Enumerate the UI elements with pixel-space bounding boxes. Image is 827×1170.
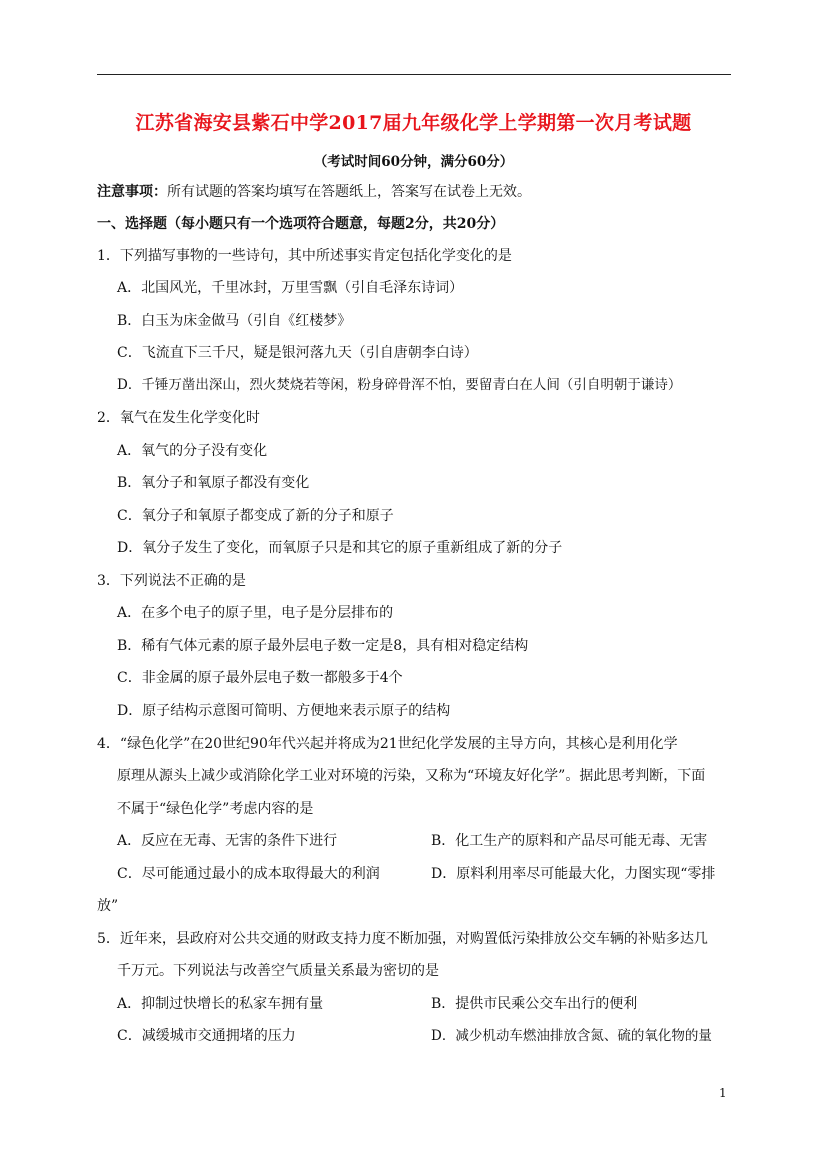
header-rule (97, 74, 731, 75)
question-4-option-d-continued: 放” (97, 898, 119, 914)
exam-title: 江苏省海安县紫石中学2017届九年级化学上学期第一次月考试题 (135, 112, 692, 134)
question-5-stem-line-2: 千万元。下列说法与改善空气质量关系最为密切的是 (117, 963, 439, 979)
question-3-option-b: B．稀有气体元素的原子最外层电子数一定是8，具有相对稳定结构 (117, 638, 529, 654)
question-4-stem-line-2: 原理从源头上减少或消除化学工业对环境的污染，又称为“环境友好化学”。据此思考判断，下面 (117, 768, 706, 784)
section-heading: 一、选择题（每小题只有一个选项符合题意，每题2分，共20分） (97, 216, 505, 232)
question-3-option-a: A．在多个电子的原子里，电子是分层排布的 (117, 605, 394, 621)
notice (97, 182, 531, 202)
question-1-option-d: D．千锤万凿出深山，烈火焚烧若等闲，粉身碎骨浑不怕，要留青白在人间（引自明朝于谦诗） (117, 377, 682, 393)
question-4-option-c: C．尽可能通过最小的成本取得最大的利润 (117, 866, 380, 882)
question-2-option-a: A．氧气的分子没有变化 (117, 443, 268, 459)
question-2-option-c: C．氧分子和氧原子都变成了新的分子和原子 (117, 508, 394, 524)
notice-text: 所有试题的答案均填写在答题纸上，答案写在试卷上无效。 (167, 184, 531, 200)
question-1-option-b: B．白玉为床金做马（引自《红楼梦》 (117, 313, 352, 329)
question-2-stem: 2．氧气在发生化学变化时 (97, 410, 260, 426)
page-number: 1 (719, 1086, 727, 1100)
question-3-option-c: C．非金属的原子最外层电子数一都般多于4个 (117, 670, 403, 686)
question-4-stem-line-3: 不属于“绿色化学”考虑内容的是 (117, 801, 314, 817)
notice-label: 注意事项： (97, 184, 167, 200)
question-5-option-a: A．抑制过快增长的私家车拥有量 (117, 996, 324, 1012)
question-4-stem-line-1: 4．“绿色化学”在20世纪90年代兴起并将成为21世纪化学发展的主导方向，其核心是利用化学 (97, 736, 678, 752)
question-5-option-d: D．减少机动车燃油排放含氮、硫的氧化物的量 (431, 1028, 712, 1044)
question-2-option-b: B．氧分子和氧原子都没有变化 (117, 475, 310, 491)
question-1-stem: 1．下列描写事物的一些诗句，其中所述事实肯定包括化学变化的是 (97, 248, 512, 264)
question-5-stem-line-1: 5．近年来，县政府对公共交通的财政支持力度不断加强，对购置低污染排放公交车辆的补贴多达几 (97, 931, 708, 947)
question-2-option-d: D．氧分子发生了变化，而氧原子只是和其它的原子重新组成了新的分子 (117, 540, 563, 556)
question-4-option-a: A．反应在无毒、无害的条件下进行 (117, 833, 338, 849)
exam-subtitle: （考试时间60分钟，满分60分） (313, 154, 514, 170)
question-4-option-d: D．原料利用率尽可能最大化，力图实现“零排 (431, 866, 716, 882)
question-3-stem: 3．下列说法不正确的是 (97, 573, 246, 589)
question-5-option-b: B．提供市民乘公交车出行的便利 (431, 996, 638, 1012)
question-4-option-b: B．化工生产的原料和产品尽可能无毒、无害 (431, 833, 708, 849)
question-5-option-c: C．减缓城市交通拥堵的压力 (117, 1028, 296, 1044)
question-1-option-a: A．北国风光，千里冰封，万里雪飘（引自毛泽东诗词） (117, 280, 464, 296)
question-3-option-d: D．原子结构示意图可简明、方便地来表示原子的结构 (117, 703, 451, 719)
question-1-option-c: C．飞流直下三千尺，疑是银河落九天（引自唐朝李白诗） (117, 345, 478, 361)
